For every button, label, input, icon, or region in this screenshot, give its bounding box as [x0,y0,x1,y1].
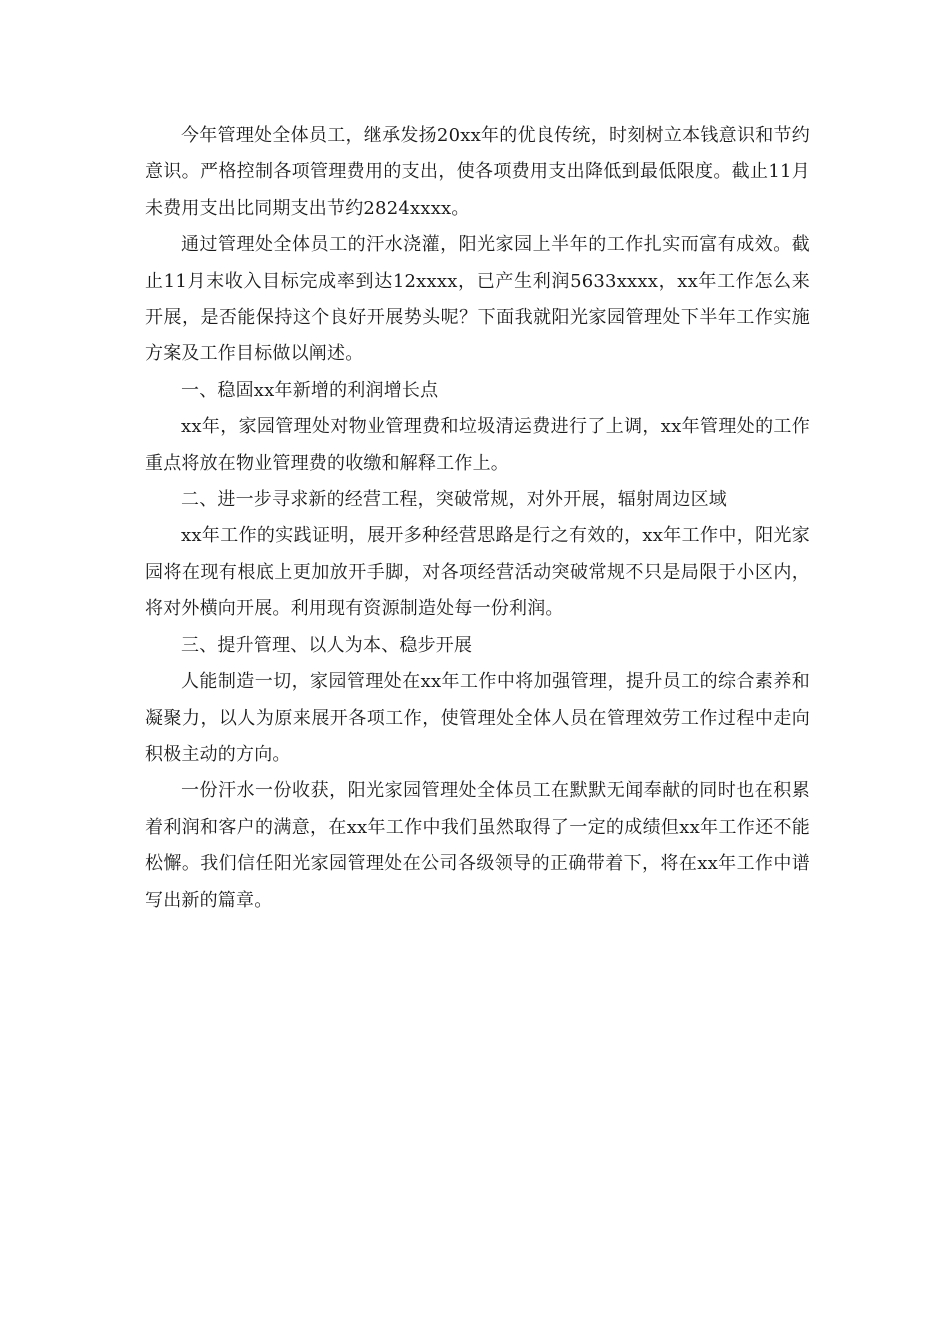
section-heading-3: 三、提升管理、以人为本、稳步开展 [181,634,473,656]
paragraph-half-year-results: 通过管理处全体员工的汗水浇灌，阳光家园上半年的工作扎实而富有成效。截止11月末收入目标完成率到达12xxxx，已产生利润5633xxxx，xx年工作怎么来开展，是否能保持这个良好开展势头呢？下面我就阳光家园管理处下半年工作实施方案及工作目标做以阐述。 [145,234,810,365]
section-heading-1: 一、稳固xx年新增的利润增长点 [181,379,439,401]
paragraph-cost-savings: 今年管理处全体员工，继承发扬20xx年的优良传统，时刻树立本钱意识和节约意识。严格控制各项管理费用的支出，使各项费用支出降低到最低限度。截止11月未费用支出比同期支出节约2824xxxx。 [145,125,810,219]
paragraph-section-1: xx年，家园管理处对物业管理费和垃圾清运费进行了上调，xx年管理处的工作重点将放在物业管理费的收缴和解释工作上。 [145,416,810,474]
paragraph-section-2: xx年工作的实践证明，展开多种经营思路是行之有效的，xx年工作中，阳光家园将在现有根底上更加放开手脚，对各项经营活动突破常规不只是局限于小区内，将对外横向开展。利用现有资源制造处每一份利润。 [145,525,810,620]
paragraph-section-3: 人能制造一切，家园管理处在xx年工作中将加强管理，提升员工的综合素养和凝聚力，以人为原来展开各项工作，使管理处全体人员在管理效劳工作过程中走向积极主动的方向。 [145,671,810,765]
paragraph-conclusion: 一份汗水一份收获，阳光家园管理处全体员工在默默无闻奉献的同时也在积累着利润和客户的满意，在xx年工作中我们虽然取得了一定的成绩但xx年工作还不能松懈。我们信任阳光家园管理处在公司各级领导的正确带着下，将在xx年工作中谱写出新的篇章。 [145,780,810,911]
section-heading-2: 二、进一步寻求新的经营工程，突破常规，对外开展，辐射周边区域 [181,489,727,511]
document-body [145,118,810,919]
